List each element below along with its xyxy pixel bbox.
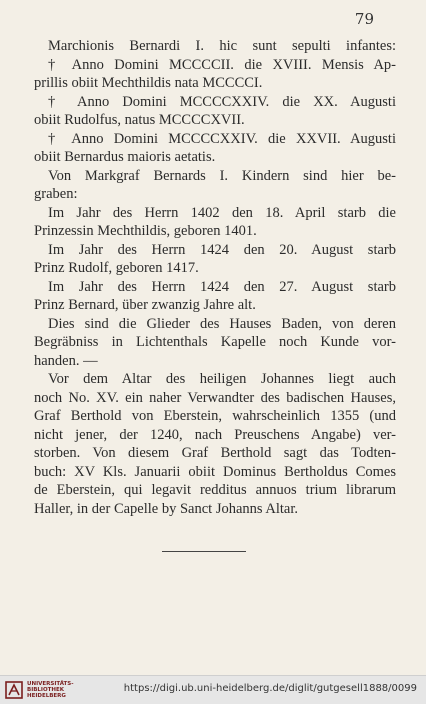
text-line: noch No. XV. ein naher Verwandter des badischen Hauses, [34,389,396,406]
text-line: Prinz Bernard, über zwanzig Jahre alt. [34,297,256,313]
text-line: Graf Berthold von Eberstein, wahrscheinlich 1355 (und [34,408,396,424]
text-line: Im Jahr des Herrn 1402 den 18. April starb die [48,204,396,221]
text-line: † Anno Domini MCCCCXXIV. die XXVII. Augusti [48,130,396,147]
text-line: Marchionis Bernardi I. hic sunt sepulti infantes: [48,38,396,54]
text-line: graben: [34,186,78,202]
logo-line: BIBLIOTHEK [27,686,65,693]
text-line: obiit Bernardus maioris aetatis. [34,149,216,165]
text-line: Vor dem Altar des heiligen Johannes liegt auch [48,371,396,387]
library-logo-icon [5,680,23,700]
text-line: † Anno Domini MCCCCXXIV. die XX. Augusti [48,93,396,110]
text-line: storben. Von diesem Graf Berthold sagt das Todten- [34,445,396,461]
text-line: Im Jahr des Herrn 1424 den 20. August starb [48,241,396,258]
text-line: buch: XV Kls. Januarii obiit Dominus Bertholdus Comes [34,463,396,480]
viewer-footer [0,675,426,704]
text-line: Dies sind die Glieder des Hauses Baden, von deren [48,315,396,332]
document-url[interactable]: https://digi.ub.uni-heidelberg.de/diglit/gutgesell1888/0099 [123,683,417,694]
text-line: Haller, in der Capelle by Sanct Johanns Altar. [34,500,298,517]
text-line: † Anno Domini MCCCCII. die XVIII. Mensis Ap- [48,56,396,73]
body-text [34,37,396,518]
text-line: Prinz Rudolf, geboren 1417. [34,260,199,276]
text-line: handen. — [34,352,98,369]
text-line: prillis obiit Mechthildis nata MCCCCI. [34,75,263,91]
section-divider [162,551,246,552]
text-line: Begräbniss in Lichtenthals Kapelle noch Kunde vor- [34,334,396,350]
text-line: Im Jahr des Herrn 1424 den 27. August starb [48,278,396,295]
text-line: obiit Rudolfus, natus MCCCCXVII. [34,112,245,128]
library-logo[interactable] [5,680,74,700]
text-line: Von Markgraf Bernards I. Kindern sind hier be- [48,167,396,184]
library-logo-text [27,681,74,700]
text-line: Prinzessin Mechthildis, geboren 1401. [34,223,257,239]
page-number: 79 [354,10,374,28]
text-line: de Eberstein, qui legavit redditus annuos trium librarum [34,482,396,498]
logo-line: HEIDELBERG [27,693,66,700]
logo-line: UNIVERSITÄTS- [27,680,74,687]
text-line: nicht jener, der 1240, nach Preuschens Angabe) ver- [34,426,396,443]
